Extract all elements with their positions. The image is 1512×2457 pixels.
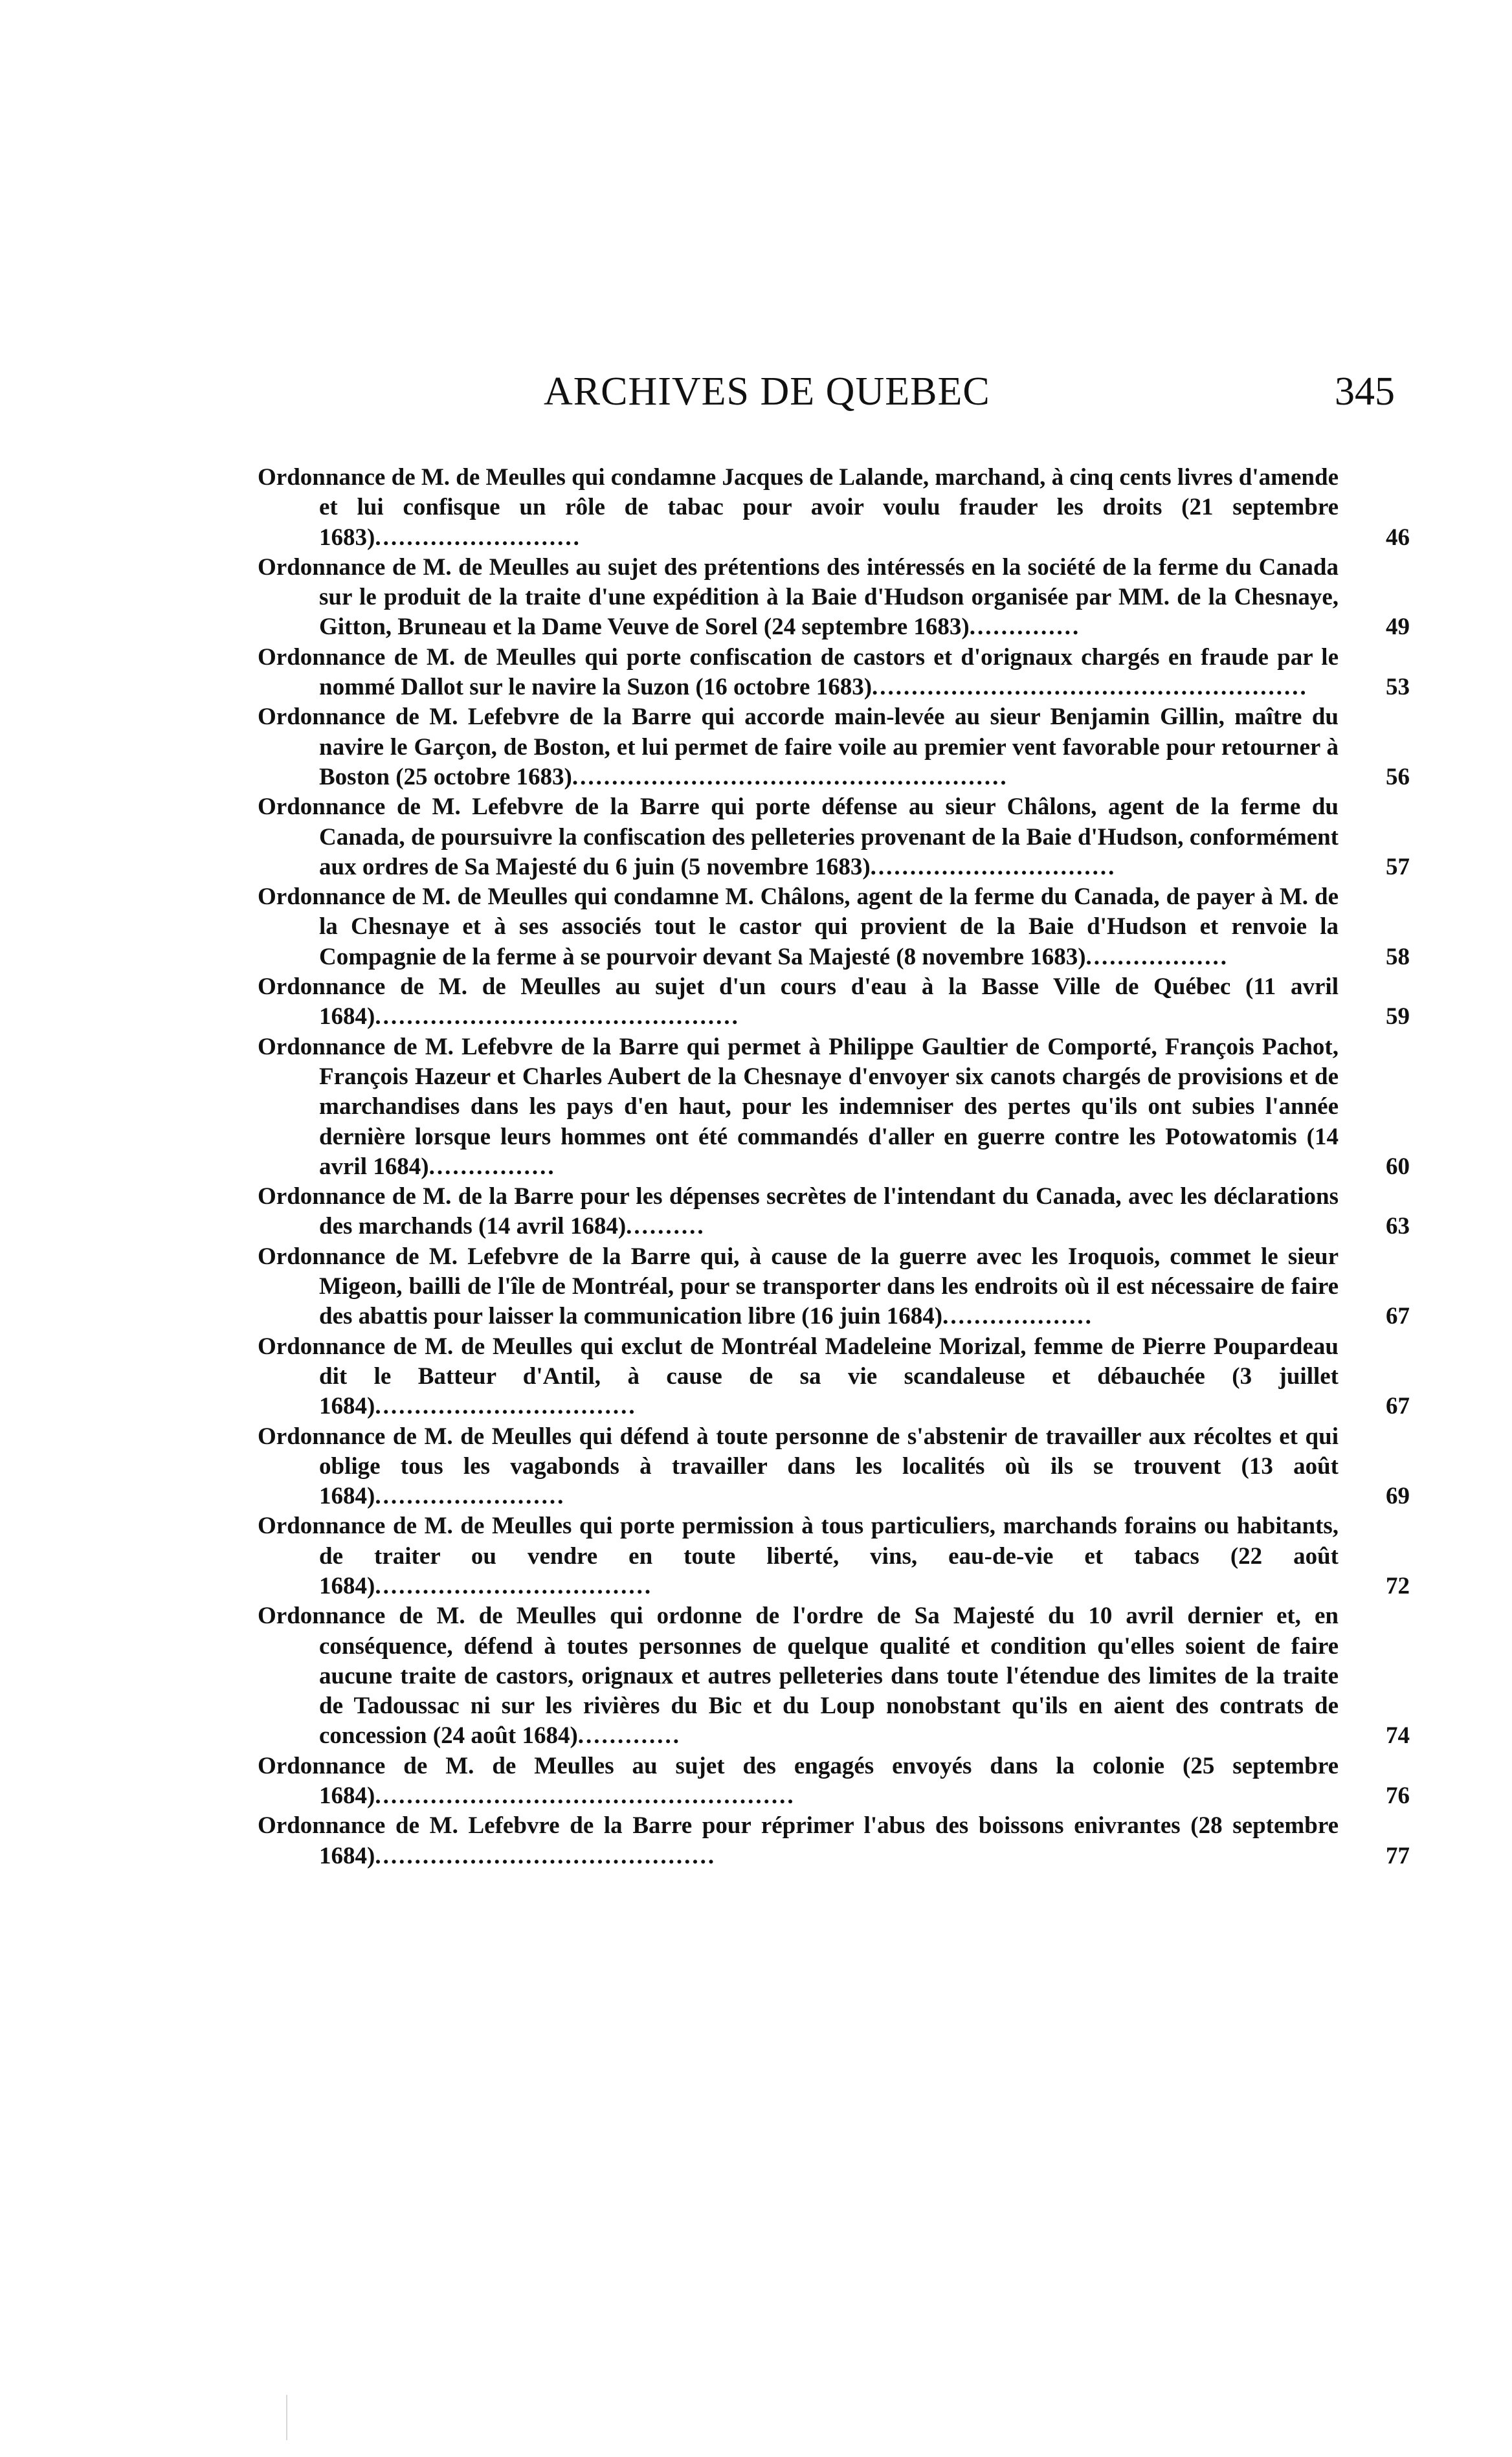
toc-entry	[258, 702, 1410, 792]
toc-entry	[258, 1511, 1410, 1601]
entry-page-number: 67	[1386, 1393, 1410, 1420]
entry-title: Ordonnance de M. de Meulles qui ordonne de l'ordre de Sa Majesté du 10 avril dernier et, en conséquence, défend à toutes personnes de quelque qualité et condition qu'elles soient de faire aucune traite de castors, orignaux et autres pelleteries dans toute l'étendue des limites de la traite de Tadoussac ni sur les rivières du Bic et du Loup nonobstant qu'ils en aient des contrats de concession (24 août 1684)	[258, 1603, 1339, 1750]
entry-page-number: 57	[1386, 853, 1410, 880]
entry-title: Ordonnance de M. de Meulles qui exclut de Montréal Madeleine Morizal, femme de Pierre Poupardeau dit le Batteur d'Antil, à cause de sa vie scandaleuse et débauchée (3 juillet 1684)	[258, 1333, 1339, 1420]
entry-page-number: 76	[1386, 1783, 1410, 1810]
entry-title: Ordonnance de M. de Meulles au sujet des engagés envoyés dans la colonie (25 septembre 1684)	[258, 1752, 1339, 1810]
toc-entry	[258, 1422, 1410, 1512]
entry-page-number: 56	[1386, 763, 1410, 790]
running-header	[0, 369, 1512, 421]
entry-text-wrap	[258, 1751, 1339, 1812]
entry-text-wrap	[258, 1242, 1339, 1332]
entry-text-wrap	[258, 1511, 1339, 1601]
leader-dots: ...........................................	[375, 1842, 717, 1869]
toc-entry	[258, 792, 1410, 882]
entry-text-wrap	[258, 643, 1339, 703]
leader-dots: ..................	[1085, 943, 1229, 970]
entry-text-wrap	[258, 553, 1339, 643]
leader-dots: .....................................................	[375, 1783, 795, 1810]
toc-entry	[258, 1032, 1410, 1182]
toc-entry	[258, 972, 1410, 1032]
entry-title: Ordonnance de M. Lefebvre de la Barre qui, à cause de la guerre avec les Iroquois, commet le sieur Migeon, bailli de l'île de Montréal, pour se transporter dans les endroits où il est nécessaire de faire des abattis pour laisser la communication libre (16 juin 1684)	[258, 1243, 1339, 1330]
leader-dots: .............	[577, 1722, 682, 1750]
toc-entry	[258, 1182, 1410, 1242]
entry-title: Ordonnance de M. de la Barre pour les dépenses secrètes de l'intendant du Canada, avec les déclarations des marchands (14 avril 1684)	[258, 1183, 1339, 1240]
toc-entry	[258, 643, 1410, 703]
toc-entry	[258, 1751, 1410, 1812]
entry-page-number: 69	[1386, 1483, 1410, 1510]
entry-text-wrap	[258, 463, 1339, 553]
entry-title: Ordonnance de M. Lefebvre de la Barre qui permet à Philippe Gaultier de Comporté, François Pachot, François Hazeur et Charles Aubert de la Chesnaye d'envoyer six canots chargés de provisions et de marchandises dans les pays d'en haut, pour les indemniser des pertes qu'ils ont subies l'année dernière lorsque leurs hommes ont été commandés d'aller en guerre contre les Potowatomis (14 avril 1684)	[258, 1033, 1339, 1180]
entry-text-wrap	[258, 1332, 1339, 1422]
entry-text-wrap	[258, 1601, 1339, 1751]
leader-dots: ..........................	[375, 524, 581, 551]
entry-page-number: 63	[1386, 1213, 1410, 1240]
entry-title: Ordonnance de M. de Meulles qui porte confiscation de castors et d'orignaux chargés en fraude par le nommé Dallot sur le navire la Suzon (16 octobre 1683)	[258, 643, 1339, 701]
leader-dots: .......................................................	[872, 674, 1308, 701]
toc-entry	[258, 882, 1410, 972]
leader-dots: ........................	[375, 1483, 566, 1510]
entry-page-number: 60	[1386, 1153, 1410, 1180]
entry-page-number: 46	[1386, 524, 1410, 551]
table-of-contents	[258, 463, 1410, 1871]
toc-entry	[258, 1601, 1410, 1751]
leader-dots: ...................................	[375, 1572, 653, 1599]
entry-title: Ordonnance de M. de Meulles qui défend à toute personne de s'abstenir de travailler aux récoltes et qui oblige tous les vagabonds à travailler dans les localités où ils se trouvent (13 août 1684)	[258, 1423, 1339, 1510]
entry-text-wrap	[258, 1422, 1339, 1512]
toc-entry	[258, 1242, 1410, 1332]
leader-dots: ..............	[969, 614, 1081, 641]
entry-text-wrap	[258, 1182, 1339, 1242]
leader-dots: ..............................................	[375, 1003, 740, 1030]
entry-title: Ordonnance de M. de Meulles qui condamne Jacques de Lalande, marchand, à cinq cents livres d'amende et lui confisque un rôle de tabac pour avoir voulu frauder les droits (21 septembre 1683)	[258, 464, 1339, 551]
entry-page-number: 72	[1386, 1572, 1410, 1599]
leader-dots: ..........	[626, 1213, 706, 1240]
page-number: 345	[1335, 370, 1395, 414]
page-title: ARCHIVES DE QUEBEC	[544, 370, 990, 414]
entry-title: Ordonnance de M. de Meulles au sujet des prétentions des intéressés en la société de la ferme du Canada sur le produit de la traite d'une expédition à la Baie d'Hudson organisée par MM. de la Chesnaye, Gitton, Bruneau et la Dame Veuve de Sorel (24 septembre 1683)	[258, 553, 1339, 641]
page-edge-mark	[286, 2395, 287, 2440]
toc-entry	[258, 1811, 1410, 1871]
entry-title: Ordonnance de M. Lefebvre de la Barre qui porte défense au sieur Châlons, agent de la ferme du Canada, de poursuivre la confiscation des pelleteries provenant de la Baie d'Hudson, conformément aux ordres de Sa Majesté du 6 juin (5 novembre 1683)	[258, 794, 1339, 880]
entry-text-wrap	[258, 972, 1339, 1032]
entry-title: Ordonnance de M. de Meulles qui condamne M. Châlons, agent de la ferme du Canada, de payer à M. de la Chesnaye et à ses associés tout le castor qui provient de la Baie d'Hudson et renvoie la Compagnie de la ferme à se pourvoir devant Sa Majesté (8 novembre 1683)	[258, 884, 1339, 970]
entry-page-number: 74	[1386, 1722, 1410, 1750]
entry-text-wrap	[258, 702, 1339, 792]
leader-dots: ...............................	[870, 853, 1117, 880]
entry-title: Ordonnance de M. de Meulles au sujet d'un cours d'eau à la Basse Ville de Québec (11 avril 1684)	[258, 973, 1339, 1030]
entry-page-number: 59	[1386, 1003, 1410, 1030]
toc-entry	[258, 1332, 1410, 1422]
entry-text-wrap	[258, 1811, 1339, 1871]
entry-page-number: 58	[1386, 943, 1410, 970]
leader-dots: .......................................................	[572, 763, 1008, 790]
entry-text-wrap	[258, 882, 1339, 972]
entry-title: Ordonnance de M. Lefebvre de la Barre pour réprimer l'abus des boissons enivrantes (28 septembre 1684)	[258, 1812, 1339, 1869]
entry-title: Ordonnance de M. Lefebvre de la Barre qui accorde main-levée au sieur Benjamin Gillin, maître du navire le Garçon, de Boston, et lui permet de faire voile au premier vent favorable pour retourner à Boston (25 octobre 1683)	[258, 704, 1339, 790]
entry-page-number: 67	[1386, 1303, 1410, 1330]
entry-title: Ordonnance de M. de Meulles qui porte permission à tous particuliers, marchands forains ou habitants, de traiter ou vendre en toute liberté, vins, eau-de-vie et tabacs (22 août 1684)	[258, 1513, 1339, 1599]
leader-dots: ...................	[942, 1303, 1093, 1330]
toc-entry	[258, 463, 1410, 553]
toc-entry	[258, 553, 1410, 643]
entry-page-number: 53	[1386, 674, 1410, 701]
leader-dots: ................	[428, 1153, 556, 1180]
entry-text-wrap	[258, 792, 1339, 882]
entry-text-wrap	[258, 1032, 1339, 1182]
entry-page-number: 77	[1386, 1842, 1410, 1869]
entry-page-number: 49	[1386, 614, 1410, 641]
leader-dots: .................................	[375, 1393, 637, 1420]
